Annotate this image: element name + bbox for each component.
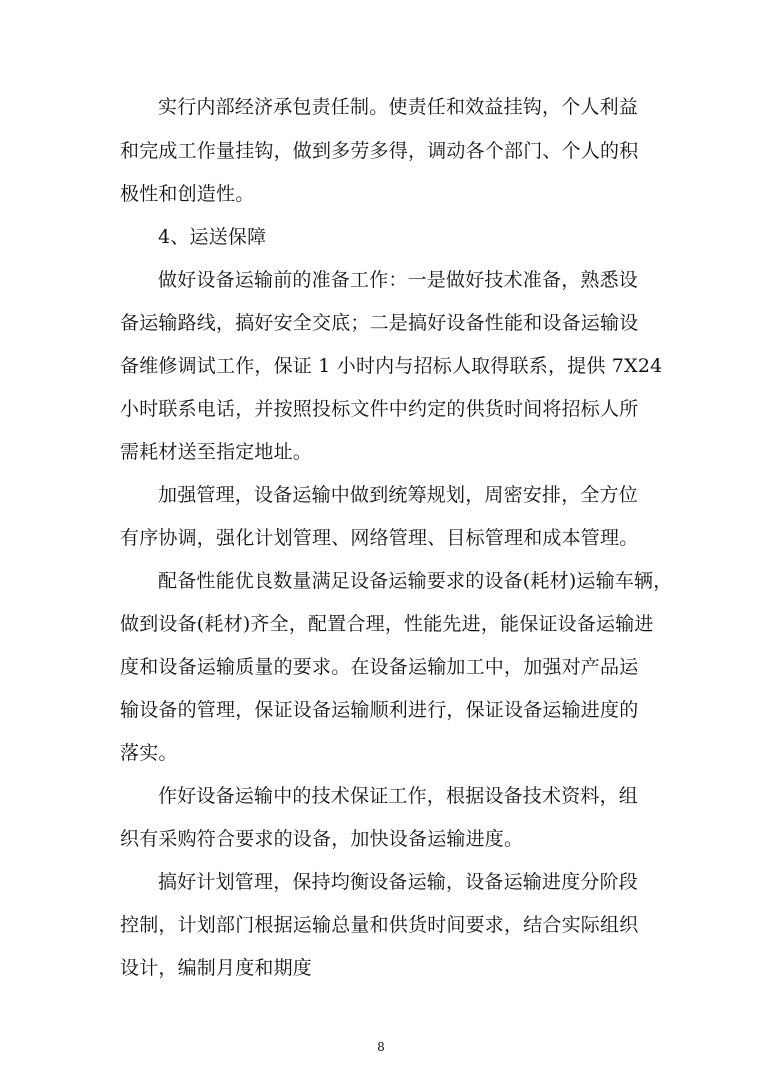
paragraph-line: 织有采购符合要求的设备，加快设备运输进度。 bbox=[120, 828, 524, 850]
paragraph-line: 和完成工作量挂钩，做到多劳多得，调动各个部门、个人的积 bbox=[120, 140, 639, 162]
paragraph-line: 实行内部经济承包责任制。使责任和效益挂钩，个人利益 bbox=[158, 96, 639, 118]
paragraph-line: 需耗材送至指定地址。 bbox=[120, 441, 313, 463]
paragraph-line: 配备性能优良数量满足设备运输要求的设备(耗材)运输车辆， bbox=[158, 570, 673, 592]
paragraph-line: 做到设备(耗材)齐全，配置合理，性能先进，能保证设备运输进 bbox=[120, 613, 654, 635]
paragraph-line: 有序协调，强化计划管理、网络管理、目标管理和成本管理。 bbox=[120, 527, 639, 549]
section-heading: 4、运送保障 bbox=[158, 226, 267, 248]
paragraph-line: 度和设备运输质量的要求。在设备运输加工中，加强对产品运 bbox=[120, 656, 639, 678]
paragraph-line: 备运输路线，搞好安全交底；二是搞好设备性能和设备运输设 bbox=[120, 312, 639, 334]
paragraph-line: 作好设备运输中的技术保证工作，根据设备技术资料，组 bbox=[158, 785, 639, 807]
page-number: 8 bbox=[377, 1040, 385, 1054]
paragraph-line: 搞好计划管理，保持均衡设备运输，设备运输进度分阶段 bbox=[158, 871, 639, 893]
paragraph-line: 极性和创造性。 bbox=[120, 183, 255, 205]
paragraph-line: 做好设备运输前的准备工作：一是做好技术准备，熟悉设 bbox=[158, 269, 639, 291]
paragraph-line: 输设备的管理，保证设备运输顺利进行，保证设备运输进度的 bbox=[120, 699, 639, 721]
paragraph-line: 落实。 bbox=[120, 742, 178, 764]
paragraph-line: 备维修调试工作，保证 1 小时内与招标人取得联系，提供 7X24 bbox=[120, 355, 663, 377]
paragraph-line: 控制，计划部门根据运输总量和供货时间要求，结合实际组织 bbox=[120, 914, 639, 936]
paragraph-line: 小时联系电话，并按照投标文件中约定的供货时间将招标人所 bbox=[120, 398, 639, 420]
paragraph-line: 加强管理，设备运输中做到统筹规划，周密安排，全方位 bbox=[158, 484, 639, 506]
paragraph-line: 设计，编制月度和期度 bbox=[120, 957, 313, 979]
